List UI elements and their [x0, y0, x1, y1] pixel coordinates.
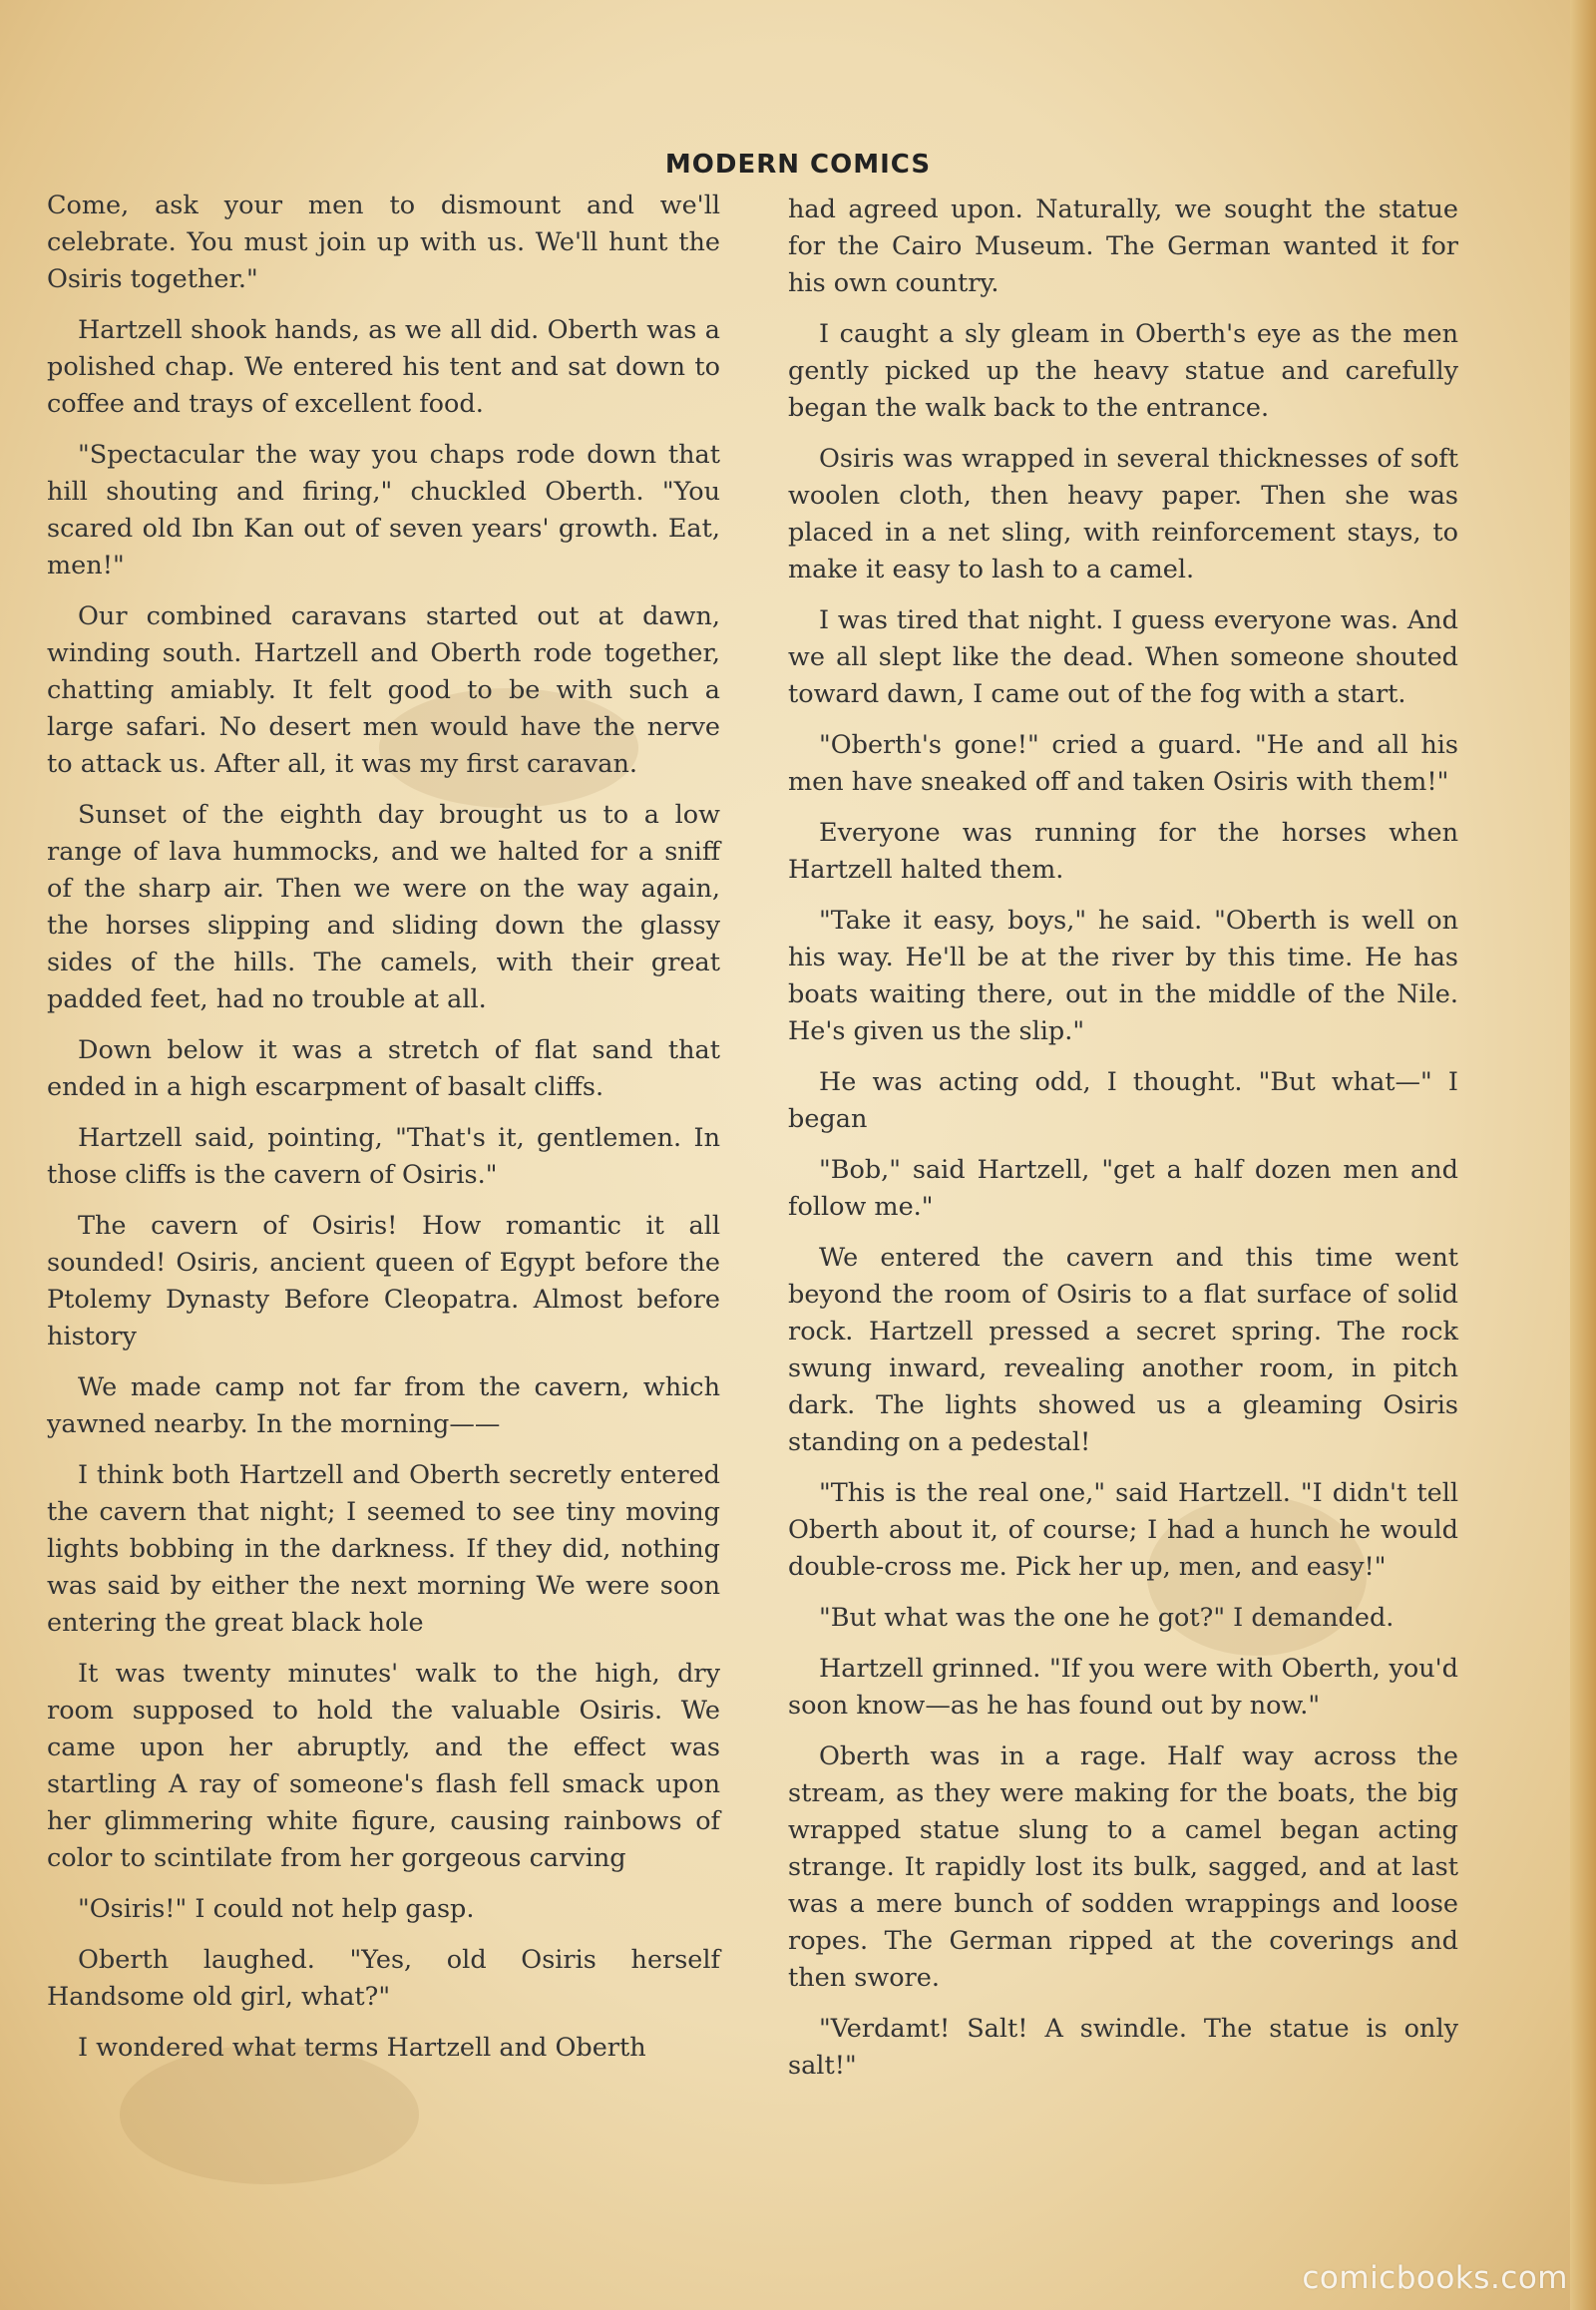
paragraph: "Oberth's gone!" cried a guard. "He and all his men have sneaked off and taken Osiris with them!" — [788, 730, 1458, 797]
paragraph: The cavern of Osiris! How romantic it all sounded! Osiris, ancient queen of Egypt before the Ptolemy Dynasty Before Cleopatra. Almost before history — [47, 1211, 720, 1351]
paragraph: I think both Hartzell and Oberth secretly entered the cavern that night; I seemed to see tiny moving lights bobbing in the darkness. If they did, nothing was said by either the next morning We were soon entering the great black hole — [47, 1460, 720, 1638]
paragraph: Down below it was a stretch of flat sand that ended in a high escarpment of basalt cliffs. — [47, 1035, 720, 1102]
paragraph: I caught a sly gleam in Oberth's eye as the men gently picked up the heavy statue and carefully began the walk back to the entrance. — [788, 319, 1458, 423]
paragraph: Hartzell grinned. "If you were with Oberth, you'd soon know—as he has found out by now." — [788, 1654, 1458, 1721]
paragraph: Oberth laughed. "Yes, old Osiris herself Handsome old girl, what?" — [47, 1945, 720, 2012]
paragraph: "Take it easy, boys," he said. "Oberth is well on his way. He'll be at the river by this time. He has boats waiting there, out in the middle of the Nile. He's given us the slip." — [788, 906, 1458, 1046]
paragraph: We made camp not far from the cavern, which yawned nearby. In the morning—— — [47, 1372, 720, 1439]
paragraph: Sunset of the eighth day brought us to a low range of lava hummocks, and we halted for a sniff of the sharp air. Then we were on the way again, the horses slipping and sliding down the glassy sides of the hills. The camels, with their great padded feet, had no trouble at all. — [47, 800, 720, 1014]
paragraph: "Osiris!" I could not help gasp. — [78, 1894, 475, 1924]
paragraph: I was tired that night. I guess everyone was. And we all slept like the dead. When someone shouted toward dawn, I came out of the fog with a start. — [788, 605, 1458, 709]
paragraph: "Bob," said Hartzell, "get a half dozen men and follow me." — [788, 1155, 1458, 1222]
paragraph: He was acting odd, I thought. "But what—" I began — [788, 1067, 1458, 1134]
site-watermark: comicbooks.com — [1302, 2260, 1568, 2296]
paragraph: I wondered what terms Hartzell and Oberth — [78, 2033, 646, 2063]
right-column — [788, 192, 1458, 2099]
paragraph: "This is the real one," said Hartzell. "I didn't tell Oberth about it, of course; I had a hunch he would double-cross me. Pick her up, men, and easy!" — [788, 1478, 1458, 1582]
page-edge — [1570, 0, 1596, 2310]
paragraph: "But what was the one he got?" I demanded. — [819, 1603, 1395, 1633]
paragraph: Everyone was running for the horses when Hartzell halted them. — [788, 818, 1458, 885]
paragraph: It was twenty minutes' walk to the high, dry room supposed to hold the valuable Osiris. We came upon her abruptly, and the effect was startling A ray of someone's flash fell smack upon her glimmering white figure, causing rainbows of color to scintilate from her gorgeous carving — [47, 1659, 720, 1873]
paragraph: Come, ask your men to dismount and we'll celebrate. You must join up with us. We'll hunt the Osiris together." — [47, 191, 720, 294]
paragraph: Oberth was in a rage. Half way across the stream, as they were making for the boats, the big wrapped statue slung to a camel began acting strange. It rapidly lost its bulk, sagged, and at last was a mere bunch of sodden wrappings and loose ropes. The German ripped at the coverings and then swore. — [788, 1741, 1458, 1993]
paragraph: "Verdamt! Salt! A swindle. The statue is only salt!" — [788, 2014, 1458, 2081]
paragraph: Hartzell shook hands, as we all did. Oberth was a polished chap. We entered his tent and sat down to coffee and trays of excellent food. — [47, 315, 720, 419]
paragraph: "Spectacular the way you chaps rode down that hill shouting and firing," chuckled Oberth. "You scared old Ibn Kan out of seven years' growth. Eat, men!" — [47, 440, 720, 580]
page-header: MODERN COMICS — [664, 150, 932, 180]
paragraph: Hartzell said, pointing, "That's it, gentlemen. In those cliffs is the cavern of Osiris." — [47, 1123, 720, 1190]
paragraph: Osiris was wrapped in several thicknesses of soft woolen cloth, then heavy paper. Then she was placed in a net sling, with reinforcement stays, to make it easy to lash to a camel. — [788, 444, 1458, 584]
paragraph: had agreed upon. Naturally, we sought the statue for the Cairo Museum. The German wanted it for his own country. — [788, 194, 1458, 298]
paragraph: Our combined caravans started out at dawn, winding south. Hartzell and Oberth rode together, chatting amiably. It felt good to be with such a large safari. No desert men would have the nerve to attack us. After all, it was my first caravan. — [47, 601, 720, 779]
left-column — [47, 188, 720, 2081]
paragraph: We entered the cavern and this time went beyond the room of Osiris to a flat surface of solid rock. Hartzell pressed a secret spring. The rock swung inward, revealing another room, in pitch dark. The lights showed us a gleaming Osiris standing on a pedestal! — [788, 1243, 1458, 1457]
